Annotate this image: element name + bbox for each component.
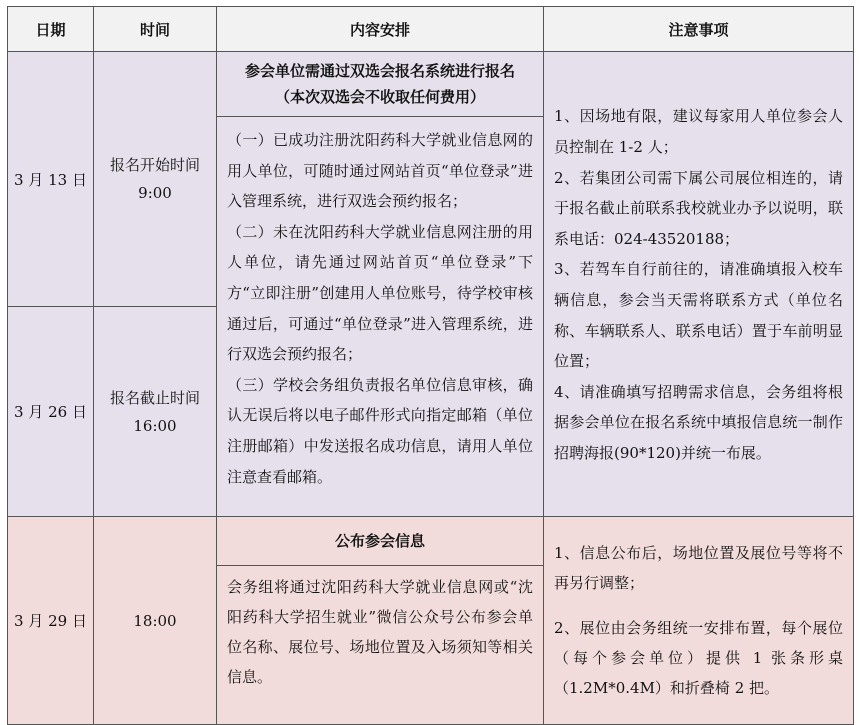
publish-note-2: 2、展位由会务组统一安排布置，每个展位（每个参会单位）提供 1 张条形桌（1.2M*0.4M）和折叠椅 2 把。 — [554, 619, 843, 697]
registration-note-2: 2、若集团公司需下属公司展位相连的，请于报名截止前联系我校就业办予以说明，联系电话：024-43520188； — [554, 168, 843, 248]
registration-paragraph-2: （二）未在沈阳药科大学就业信息网注册的用人单位，请先通过网站首页“单位登录”下方“立即注册”创建用人单位账号，待学校审核通过后，可通过“单位登录”进入管理系统，进行双选会预约报名； — [227, 222, 533, 364]
registration-notes — [544, 52, 854, 517]
registration-note-4: 4、请准确填写招聘需求信息，会务组将根据参会单位在报名系统中填报信息统一制作招聘海报(90*120)并统一布展。 — [554, 382, 843, 462]
end-time-value: 16:00 — [133, 416, 177, 435]
publish-title-row — [8, 517, 854, 566]
publish-note-1: 1、信息公布后，场地位置及展位号等将不再另行调整； — [554, 544, 843, 592]
publish-paragraph: 会务组将通过沈阳药科大学就业信息网或“沈阳药科大学招生就业”微信公众号公布参会单位名称、展位号、场地位置及入场须知等相关信息。 — [217, 565, 544, 724]
publish-time: 18:00 — [94, 517, 217, 725]
start-time-cell — [94, 52, 217, 307]
registration-instructions — [217, 117, 544, 517]
publish-date: 3 月 29 日 — [8, 517, 94, 725]
registration-paragraph-3: （三）学校会务组负责报名单位信息审核，确认无误后将以电子邮件形式向指定邮箱（单位注册邮箱）中发送报名成功信息，请用人单位注意查看邮箱。 — [227, 375, 533, 486]
registration-note-1: 1、因场地有限，建议每家用人单位参会人员控制在 1-2 人； — [554, 107, 843, 157]
header-notes: 注意事项 — [544, 7, 854, 52]
end-time-cell — [94, 307, 217, 517]
end-date: 3 月 26 日 — [8, 307, 94, 517]
registration-title-line2: （本次双选会不收取任何费用） — [274, 88, 485, 106]
header-row — [8, 7, 854, 52]
registration-title — [217, 52, 544, 117]
publish-title: 公布参会信息 — [217, 517, 544, 566]
registration-title-row — [8, 52, 854, 117]
end-time-label: 报名截止时间 — [109, 388, 200, 407]
registration-paragraph-1: （一）已成功注册沈阳药科大学就业信息网的用人单位，可随时通过网站首页“单位登录”进入管理系统，进行双选会预约报名； — [227, 131, 533, 211]
header-content: 内容安排 — [217, 7, 544, 52]
publish-notes — [544, 517, 854, 725]
registration-title-line1: 参会单位需通过双选会报名系统进行报名 — [244, 62, 515, 80]
start-date: 3 月 13 日 — [8, 52, 94, 307]
header-date: 日期 — [8, 7, 94, 52]
start-time-value: 9:00 — [138, 184, 172, 202]
registration-note-3: 3、若驾车自行前往的，请准确填报入校车辆信息，参会当天需将联系方式（单位名称、车辆联系人、联系电话）置于车前明显位置； — [554, 260, 843, 371]
header-time: 时间 — [94, 7, 217, 52]
schedule-table — [7, 6, 854, 725]
start-time-label: 报名开始时间 — [109, 156, 200, 174]
